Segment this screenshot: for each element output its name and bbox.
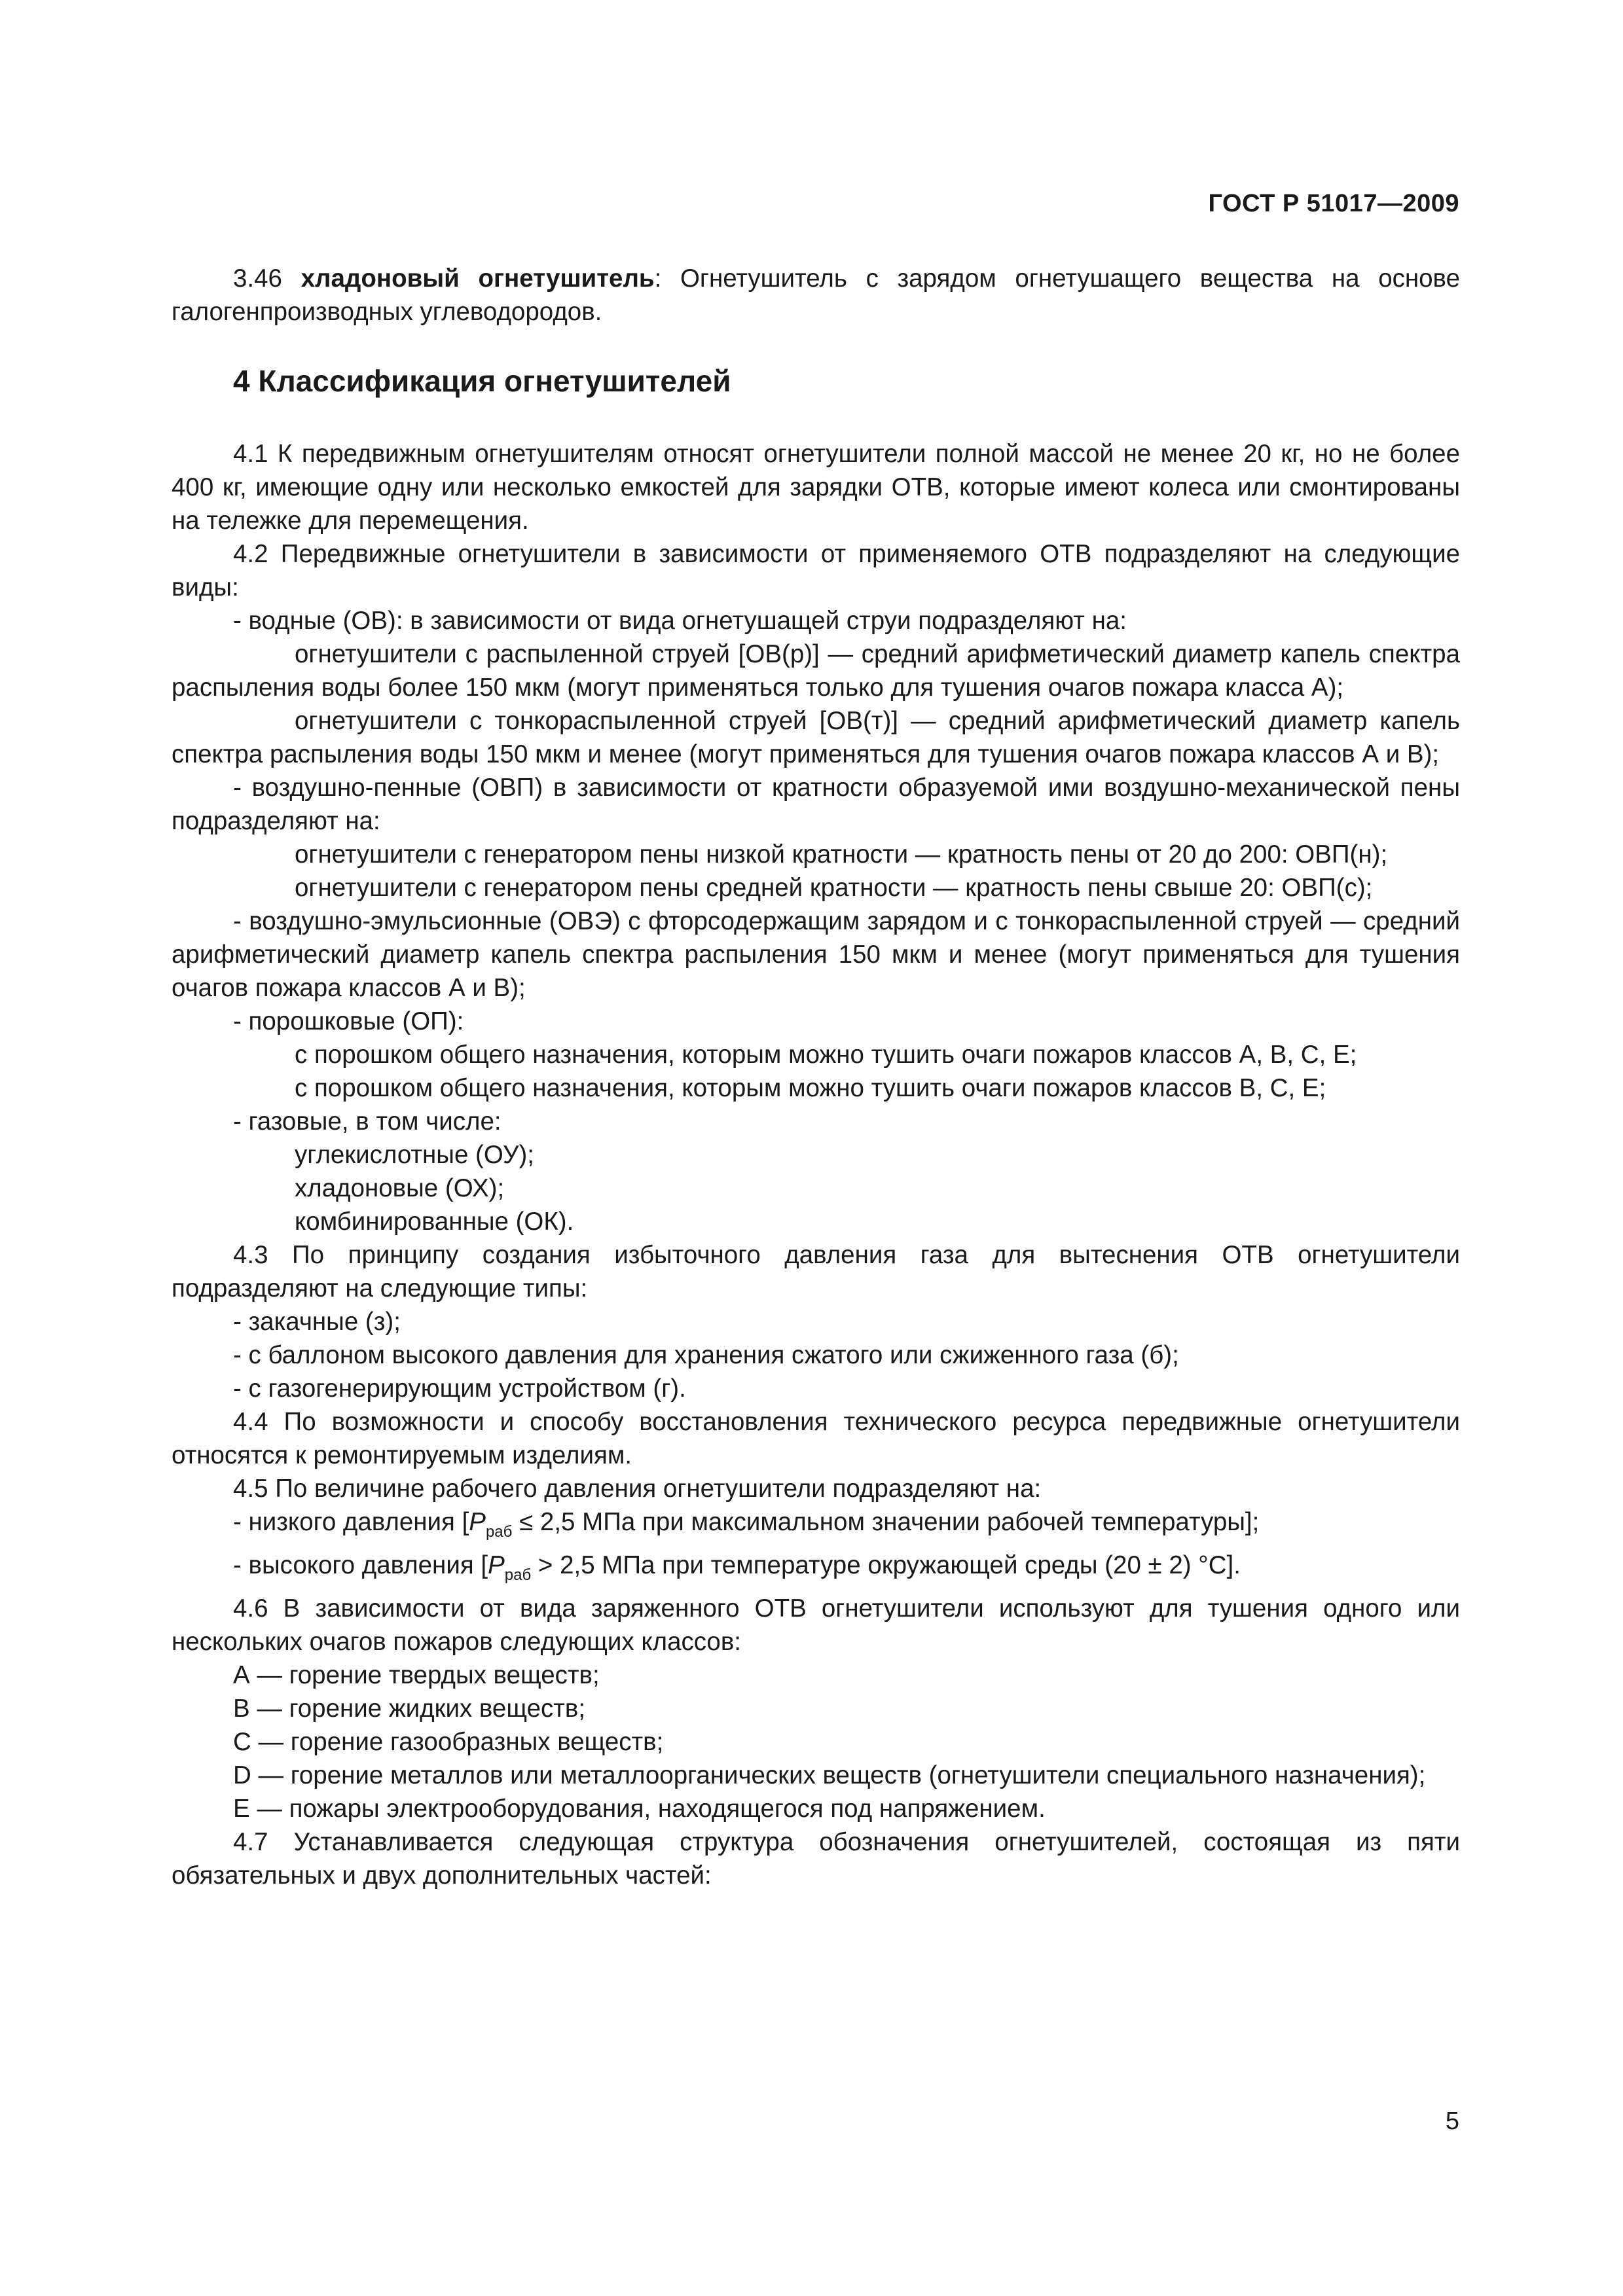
- high-pressure-prefix: - высокого давления [: [233, 1551, 488, 1579]
- sub-item-foam-medium: огнетушители с генератором пены средней кратности — кратность пены свыше 20: ОВП(с);: [295, 874, 1373, 902]
- list-item-foam: - воздушно-пенные (ОВП) в зависимости от кратности образуемой ими воздушно-механической пены подразделяют на:: [172, 774, 1460, 835]
- sub-item-water-sprayed: огнетушители с распыленной струей [ОВ(р)] — средний арифметический диаметр капель спектра распыления воды более 150 мкм (могут применяться только для тушения очагов пожара класса А);: [172, 640, 1460, 702]
- list-item-pump: - закачные (з);: [233, 1308, 401, 1336]
- sub-item-water-fine: огнетушители с тонкораспыленной струей [ОВ(т)] — средний арифметический диаметр капель спектра распыления воды 150 мкм и менее (могут применяться для тушения очагов пожара классов А и В);: [172, 707, 1460, 768]
- paragraph-3-46: [172, 262, 1460, 329]
- term-halon-extinguisher: хладоновый огнетушитель: [301, 264, 655, 293]
- sub-item-gas-combined: комбинированные (ОК).: [295, 1208, 574, 1236]
- sub-item-powder-abce: с порошком общего назначения, которым можно тушить очаги пожаров классов А, В, С, Е;: [295, 1041, 1357, 1069]
- high-pressure-subscript: раб: [504, 1566, 532, 1584]
- high-pressure-suffix: > 2,5 МПа при температуре окружающей среды (20 ± 2) °С].: [531, 1551, 1241, 1579]
- section-4-heading: 4 Классификация огнетушителей: [233, 364, 731, 398]
- sub-item-powder-bce: с порошком общего назначения, которым можно тушить очаги пожаров классов В, С, Е;: [295, 1074, 1326, 1102]
- list-item-powder: - порошковые (ОП):: [233, 1007, 464, 1035]
- list-item-gasgen: - с газогенерирующим устройством (г).: [233, 1374, 686, 1403]
- paragraph-3-46-text: : Огнетушитель с зарядом огнетушащего вещества на основе галогенпроизводных углеводородов.: [172, 264, 1460, 326]
- low-pressure-suffix: ≤ 2,5 МПа при максимальном значении рабочей температуры];: [512, 1508, 1260, 1536]
- paragraph-4-3: 4.3 По принципу создания избыточного давления газа для вытеснения ОТВ огнетушители подразделяют на следующие типы:: [172, 1241, 1460, 1302]
- low-pressure-prefix: - низкого давления [: [233, 1508, 469, 1536]
- paragraph-4-7: 4.7 Устанавливается следующая структура обозначения огнетушителей, состоящая из пяти обязательных и двух дополнительных частей:: [172, 1828, 1460, 1890]
- list-item-emulsion: - воздушно-эмульсионные (ОВЭ) с фторсодержащим зарядом и с тонкораспыленной струей — средний арифметический диаметр капель спектра распыления 150 мкм и менее (могут применяться для тушения очагов пожара классов А и В);: [172, 907, 1460, 1002]
- list-item-water: - водные (ОВ): в зависимости от вида огнетушащей струи подразделяют на:: [233, 607, 1127, 635]
- sub-item-gas-halon: хладоновые (ОХ);: [295, 1174, 505, 1202]
- fire-class-d: D — горение металлов или металлоорганических веществ (огнетушители специального назначения);: [233, 1761, 1426, 1789]
- low-pressure-subscript: раб: [485, 1523, 513, 1541]
- low-pressure-symbol: P: [469, 1508, 486, 1536]
- paragraph-4-1: 4.1 К передвижным огнетушителям относят огнетушители полной массой не менее 20 кг, но не более 400 кг, имеющие одну или несколько емкостей для зарядки ОТВ, которые имеют колеса или смонтированы на тележке для перемещения.: [172, 440, 1460, 535]
- list-item-gas: - газовые, в том числе:: [233, 1107, 501, 1136]
- high-pressure-symbol: P: [488, 1551, 505, 1579]
- document-code: ГОСТ Р 51017—2009: [1208, 190, 1459, 217]
- fire-class-e: Е — пожары электрооборудования, находящегося под напряжением.: [233, 1795, 1046, 1823]
- paragraph-3-46-number: 3.46: [233, 264, 301, 293]
- paragraph-4-5: 4.5 По величине рабочего давления огнетушители подразделяют на:: [233, 1475, 1042, 1503]
- sub-item-foam-low: огнетушители с генератором пены низкой кратности — кратность пены от 20 до 200: ОВП(н);: [295, 840, 1388, 869]
- list-item-low-pressure: [172, 1505, 1460, 1549]
- fire-class-b: В — горение жидких веществ;: [233, 1695, 586, 1723]
- fire-class-c: С — горение газообразных веществ;: [233, 1728, 664, 1756]
- paragraph-4-4: 4.4 По возможности и способу восстановления технического ресурса передвижные огнетушители относятся к ремонтируемым изделиям.: [172, 1408, 1460, 1469]
- paragraph-4-2: 4.2 Передвижные огнетушители в зависимости от применяемого ОТВ подразделяют на следующие виды:: [172, 540, 1460, 601]
- page-number: 5: [1445, 2108, 1459, 2135]
- list-item-high-pressure: [172, 1549, 1460, 1592]
- paragraph-4-6: 4.6 В зависимости от вида заряженного ОТВ огнетушители используют для тушения одного или нескольких очагов пожаров следующих классов:: [172, 1594, 1460, 1656]
- sub-item-gas-co2: углекислотные (ОУ);: [295, 1141, 534, 1169]
- document-body: [172, 262, 1460, 1892]
- list-item-cylinder: - с баллоном высокого давления для хранения сжатого или сжиженного газа (б);: [233, 1341, 1179, 1369]
- fire-class-a: А — горение твердых веществ;: [233, 1661, 600, 1689]
